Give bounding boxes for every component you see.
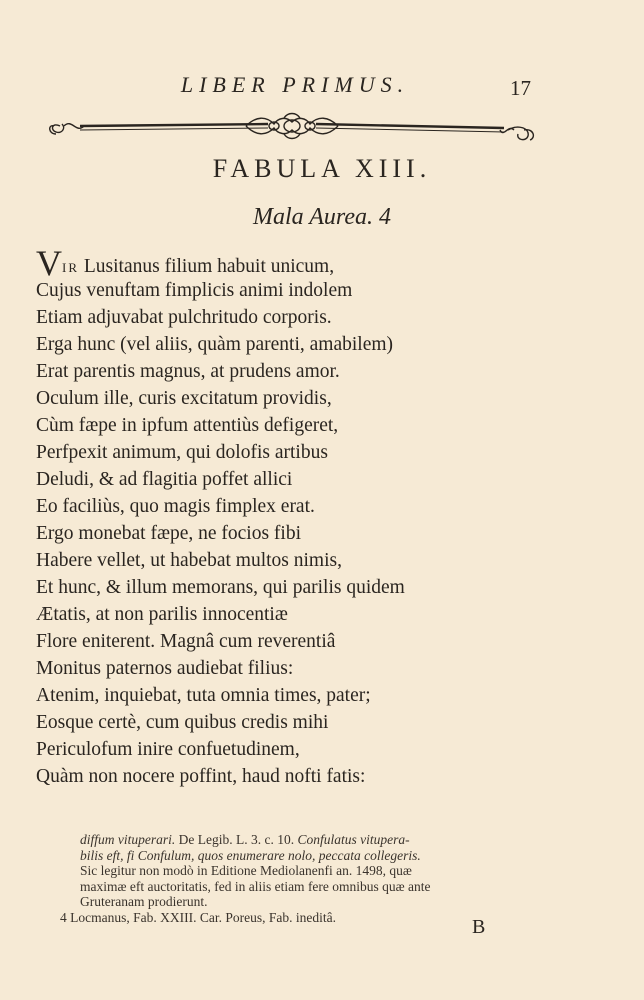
verse-line: Quàm non nocere poffint, haud nofti fatis: bbox=[36, 766, 366, 787]
verse-line: Ætatis, at non parilis innocentiæ bbox=[36, 604, 288, 625]
note-line: Gruteranam prodierunt. bbox=[80, 894, 208, 909]
verse-line: Et hunc, & illum memorans, qui parilis quidem bbox=[36, 577, 405, 598]
verse-line: Etiam adjuvabat pulchritudo corporis. bbox=[36, 307, 332, 328]
verse-line-first bbox=[36, 243, 526, 283]
verse-line: Atenim, inquiebat, tuta omnia times, pater; bbox=[36, 685, 371, 706]
verse-line: Flore eniterent. Magnâ cum reverentiâ bbox=[36, 631, 336, 652]
fable-subtitle: Mala Aurea. 4 bbox=[253, 204, 391, 230]
note-italic: diffum vituperari. bbox=[80, 832, 176, 847]
note-italic: Confulatus vitupera- bbox=[297, 832, 410, 847]
signature-mark: B bbox=[472, 916, 486, 938]
verse-text bbox=[36, 243, 526, 790]
small-capitals: IR bbox=[62, 260, 79, 275]
running-head bbox=[0, 72, 644, 112]
verse-line: Oculum ille, curis excitatum providis, bbox=[36, 388, 332, 409]
note-text: De Legib. L. 3. c. 10. bbox=[175, 832, 298, 847]
verse-line: Periculofum inire confuetudinem, bbox=[36, 739, 300, 760]
verse-line: Deludi, & ad flagitia poffet allici bbox=[36, 469, 293, 490]
verse-line: Perfpexit animum, qui dolofis artibus bbox=[36, 442, 328, 463]
verse-line: Monitus paternos audiebat filius: bbox=[36, 658, 294, 679]
verse-line: Cujus venuftam fimplicis animi indolem bbox=[36, 280, 353, 301]
page-number: 17 bbox=[510, 76, 531, 100]
footnote: 4 Locmanus, Fab. XXIII. Car. Poreus, Fab. ineditâ. bbox=[60, 909, 336, 925]
note-line: bilis eft, fi Confulum, quos enumerare nolo, peccata collegeris. bbox=[80, 847, 421, 863]
verse-line: Erat parentis magnus, at prudens amor. bbox=[36, 361, 340, 382]
verse-line: Eo faciliùs, quo magis fimplex erat. bbox=[36, 496, 315, 517]
note-line: maximæ eft auctoritatis, fed in aliis etiam fere omnibus quæ ante bbox=[80, 878, 431, 894]
verse-line: Ergo monebat fæpe, ne focios fibi bbox=[36, 523, 301, 544]
verse-line: Cùm fæpe in ipfum attentiùs defigeret, bbox=[36, 415, 339, 436]
verse-line-text: Lusitanus filium habuit unicum, bbox=[79, 256, 335, 277]
note-line: Sic legitur non modò in Editione Mediolanenfi an. 1498, quæ bbox=[80, 863, 412, 878]
decorative-rule-ornament bbox=[46, 108, 538, 148]
note-line bbox=[80, 832, 550, 848]
fable-title: FABULA XIII. bbox=[212, 154, 432, 183]
drop-capital: V bbox=[36, 243, 62, 283]
running-title: LIBER PRIMUS. bbox=[180, 72, 410, 97]
verse-line: Erga hunc (vel aliis, quàm parenti, amabilem) bbox=[36, 334, 394, 355]
verse-line: Eosque certè, cum quibus credis mihi bbox=[36, 712, 329, 733]
notes bbox=[60, 832, 550, 925]
verse-line: Habere vellet, ut habebat multos nimis, bbox=[36, 550, 342, 571]
